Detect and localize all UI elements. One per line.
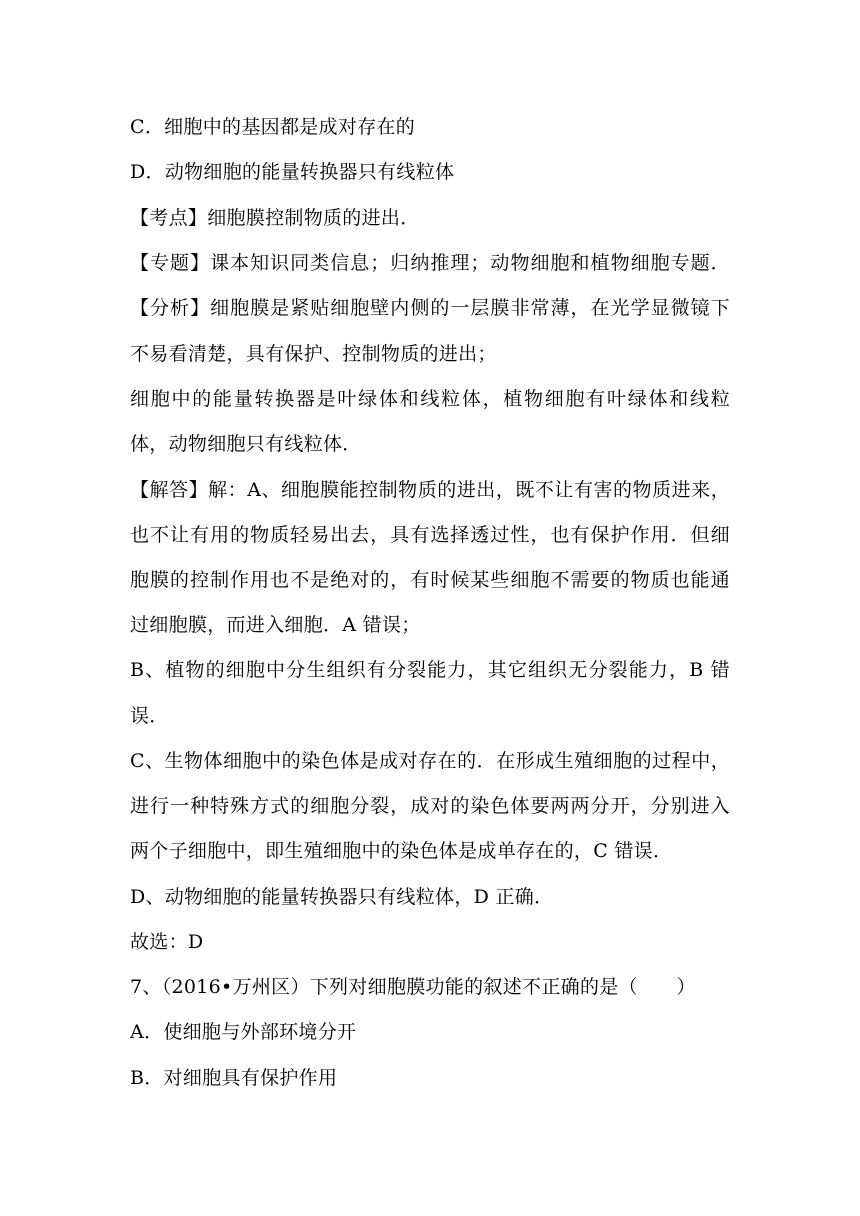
jieda-d-line: D、动物细胞的能量转换器只有线粒体，D 正确． bbox=[130, 886, 554, 908]
jieda-b-line-2: 误． bbox=[130, 705, 169, 727]
jieda-b-line-1: B、植物的细胞中分生组织有分裂能力，其它组织无分裂能力，B 错 bbox=[130, 659, 730, 681]
jieda-c-line-2: 进行一种特殊方式的细胞分裂，成对的染色体要两两分开，分别进入 bbox=[130, 795, 730, 817]
question-7-line: 7、（2016•万州区）下列对细胞膜功能的叙述不正确的是（ ） bbox=[130, 976, 696, 998]
option-c-line: C．细胞中的基因都是成对存在的 bbox=[130, 116, 416, 138]
jieda-c-line-3: 两个子细胞中，即生殖细胞中的染色体是成单存在的，C 错误． bbox=[130, 840, 673, 862]
fenxi-line-3: 细胞中的能量转换器是叶绿体和线粒体，植物细胞有叶绿体和线粒 bbox=[130, 388, 730, 410]
jieda-line-1: 【解答】解：A、细胞膜能控制物质的进出，既不让有害的物质进来， bbox=[130, 479, 730, 501]
fenxi-line-2: 不易看清楚，具有保护、控制物质的进出； bbox=[130, 343, 497, 365]
zhuanti-line: 【专题】课本知识同类信息；归纳推理；动物细胞和植物细胞专题． bbox=[130, 252, 730, 274]
q7-option-b-line: B．对细胞具有保护作用 bbox=[130, 1067, 338, 1089]
answer-line: 故选：D bbox=[130, 931, 204, 953]
jieda-c-line-1: C、生物体细胞中的染色体是成对存在的．在形成生殖细胞的过程中， bbox=[130, 750, 730, 772]
fenxi-line-1: 【分析】细胞膜是紧贴细胞壁内侧的一层膜非常薄，在光学显微镜下 bbox=[130, 297, 730, 319]
jieda-line-3: 胞膜的控制作用也不是绝对的，有时候某些细胞不需要的物质也能通 bbox=[130, 569, 730, 591]
kaodian-line: 【考点】细胞膜控制物质的进出． bbox=[130, 207, 420, 229]
fenxi-line-4: 体，动物细胞只有线粒体． bbox=[130, 433, 362, 455]
q7-option-a-line: A．使细胞与外部环境分开 bbox=[130, 1021, 357, 1043]
jieda-line-4: 过细胞膜，而进入细胞．A 错误； bbox=[130, 614, 421, 636]
jieda-line-2: 也不让有用的物质轻易出去，具有选择透过性，也有保护作用．但细 bbox=[130, 524, 730, 546]
option-d-line: D．动物细胞的能量转换器只有线粒体 bbox=[130, 161, 455, 183]
